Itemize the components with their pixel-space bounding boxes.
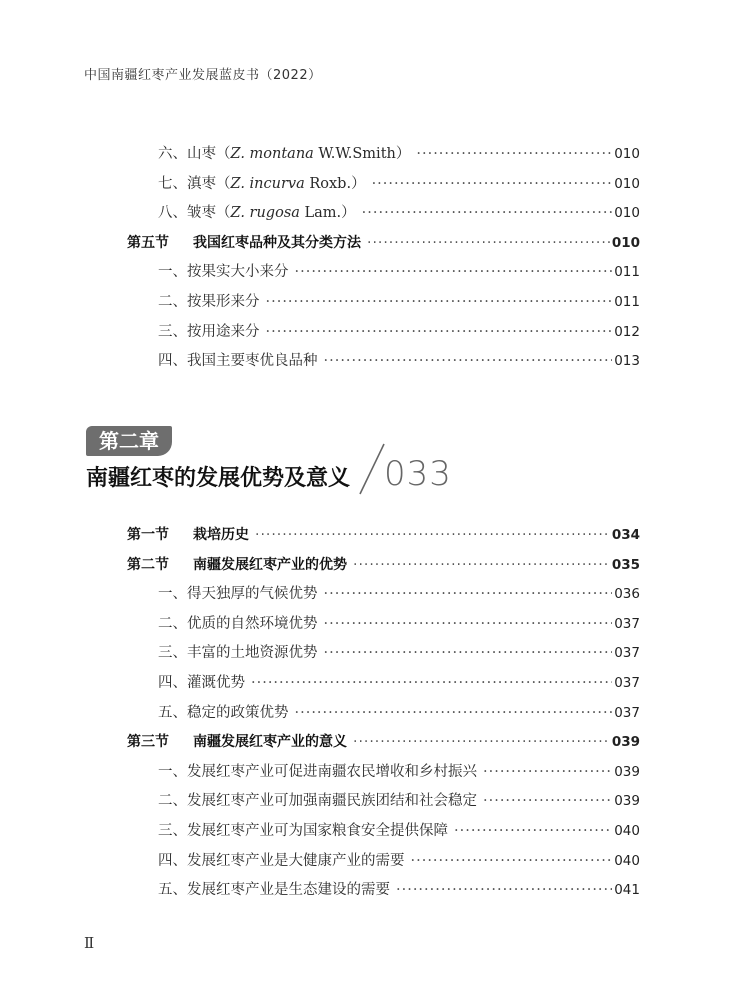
dot-leader <box>251 669 612 699</box>
toc-entry-title: 二、优质的自然环境优势 <box>158 615 318 632</box>
dot-leader <box>324 639 613 669</box>
dot-leader <box>372 170 613 200</box>
toc-entry[interactable] <box>0 347 640 377</box>
toc-entry[interactable] <box>0 258 640 288</box>
toc-entry[interactable] <box>0 610 640 640</box>
toc-entry-title: 四、灌溉优势 <box>158 674 245 691</box>
toc-entry-title: 七、滇枣（Z. incurva Roxb.） <box>158 175 366 192</box>
toc-entry[interactable] <box>0 876 640 906</box>
toc-entry-title: 二、发展红枣产业可加强南疆民族团结和社会稳定 <box>158 793 477 810</box>
toc-entry-title: 一、按果实大小来分 <box>158 264 289 281</box>
toc-section-title: 第一节 栽培历史 <box>127 527 249 543</box>
toc-chapter1-continued <box>0 140 750 377</box>
dot-leader <box>295 258 613 288</box>
dot-leader <box>324 347 613 377</box>
dot-leader <box>396 876 612 906</box>
toc-entry[interactable] <box>0 288 640 318</box>
dot-leader <box>362 199 613 229</box>
toc-section-title: 第三节 南疆发展红枣产业的意义 <box>127 734 347 751</box>
toc-page-number: 040 <box>614 822 640 839</box>
toc-page-number: 037 <box>614 615 640 632</box>
toc-page-number: 036 <box>614 586 640 603</box>
toc-page-number: 010 <box>611 234 640 251</box>
dot-leader <box>295 699 613 729</box>
toc-entry[interactable] <box>0 318 640 348</box>
dot-leader <box>416 140 612 170</box>
toc-chapter2 <box>0 521 750 906</box>
toc-section-entry[interactable] <box>0 728 640 758</box>
chapter-title[interactable]: 南疆红枣的发展优势及意义 <box>86 466 351 491</box>
toc-entry[interactable] <box>0 758 640 788</box>
toc-page-number: 012 <box>614 323 640 340</box>
toc-page-number: 037 <box>614 645 640 662</box>
toc-entry[interactable] <box>0 639 640 669</box>
toc-page-number: 041 <box>614 882 640 899</box>
dot-leader <box>411 847 613 877</box>
toc-page-number: 037 <box>614 704 640 721</box>
running-header: 中国南疆红枣产业发展蓝皮书（2022） <box>84 68 322 83</box>
dot-leader <box>324 610 613 640</box>
toc-entry-title: 八、皱枣（Z. rugosa Lam.） <box>158 205 356 222</box>
toc-entry[interactable] <box>0 847 640 877</box>
toc-entry-title: 四、我国主要枣优良品种 <box>158 353 318 370</box>
dot-leader <box>454 817 612 847</box>
toc-entry-title: 二、按果形来分 <box>158 293 260 310</box>
dot-leader <box>255 521 610 551</box>
dot-leader <box>266 318 613 348</box>
toc-page-number: 034 <box>611 527 640 543</box>
toc-section-entry[interactable] <box>0 229 640 259</box>
toc-entry-title: 三、丰富的土地资源优势 <box>158 645 318 662</box>
dot-leader <box>353 728 610 758</box>
toc-entry[interactable] <box>0 669 640 699</box>
toc-page-number: 040 <box>614 852 640 869</box>
toc-page-number: 010 <box>614 146 640 162</box>
toc-entry[interactable] <box>0 699 640 729</box>
dot-leader <box>483 758 612 788</box>
toc-entry[interactable] <box>0 580 640 610</box>
toc-entry-title: 一、得天独厚的气候优势 <box>158 586 318 603</box>
toc-entry[interactable] <box>0 787 640 817</box>
toc-section-entry[interactable] <box>0 521 640 551</box>
toc-page-number: 039 <box>614 763 640 780</box>
toc-entry-title: 三、按用途来分 <box>158 323 260 340</box>
toc-entry[interactable] <box>0 199 640 229</box>
toc-page-number: 011 <box>614 293 640 310</box>
toc-page-number: 037 <box>614 674 640 691</box>
toc-page-number: 039 <box>611 734 640 751</box>
toc-entry[interactable] <box>0 140 640 170</box>
toc-section-entry[interactable] <box>0 551 640 581</box>
toc-entry[interactable] <box>0 817 640 847</box>
chapter-label: 第二章 <box>86 426 172 456</box>
toc-page-number: 011 <box>614 264 640 281</box>
dot-leader <box>353 551 610 581</box>
toc-page-number: 010 <box>614 205 640 222</box>
chapter-page-number: 033 <box>384 454 452 494</box>
chapter-divider-slash <box>356 442 386 498</box>
dot-leader <box>483 787 612 817</box>
toc-entry-title: 五、发展红枣产业是生态建设的需要 <box>158 882 390 899</box>
toc-page-number: 039 <box>614 793 640 810</box>
toc-page-number: 010 <box>614 175 640 192</box>
toc-entry-title: 三、发展红枣产业可为国家粮食安全提供保障 <box>158 822 448 839</box>
toc-section-title: 第二节 南疆发展红枣产业的优势 <box>127 556 347 573</box>
toc-page-number: 035 <box>611 556 640 573</box>
toc-entry[interactable] <box>0 170 640 200</box>
page-folio: Ⅱ <box>84 934 95 952</box>
toc-page-number: 013 <box>614 353 640 370</box>
toc-entry-title: 一、发展红枣产业可促进南疆农民增收和乡村振兴 <box>158 763 477 780</box>
toc-section-title: 第五节 我国红枣品种及其分类方法 <box>127 234 361 251</box>
dot-leader <box>367 229 610 259</box>
toc-entry-title: 六、山枣（Z. montana W.W.Smith） <box>158 146 411 162</box>
toc-entry-title: 五、稳定的政策优势 <box>158 704 289 721</box>
dot-leader <box>324 580 613 610</box>
toc-entry-title: 四、发展红枣产业是大健康产业的需要 <box>158 852 405 869</box>
dot-leader <box>266 288 613 318</box>
